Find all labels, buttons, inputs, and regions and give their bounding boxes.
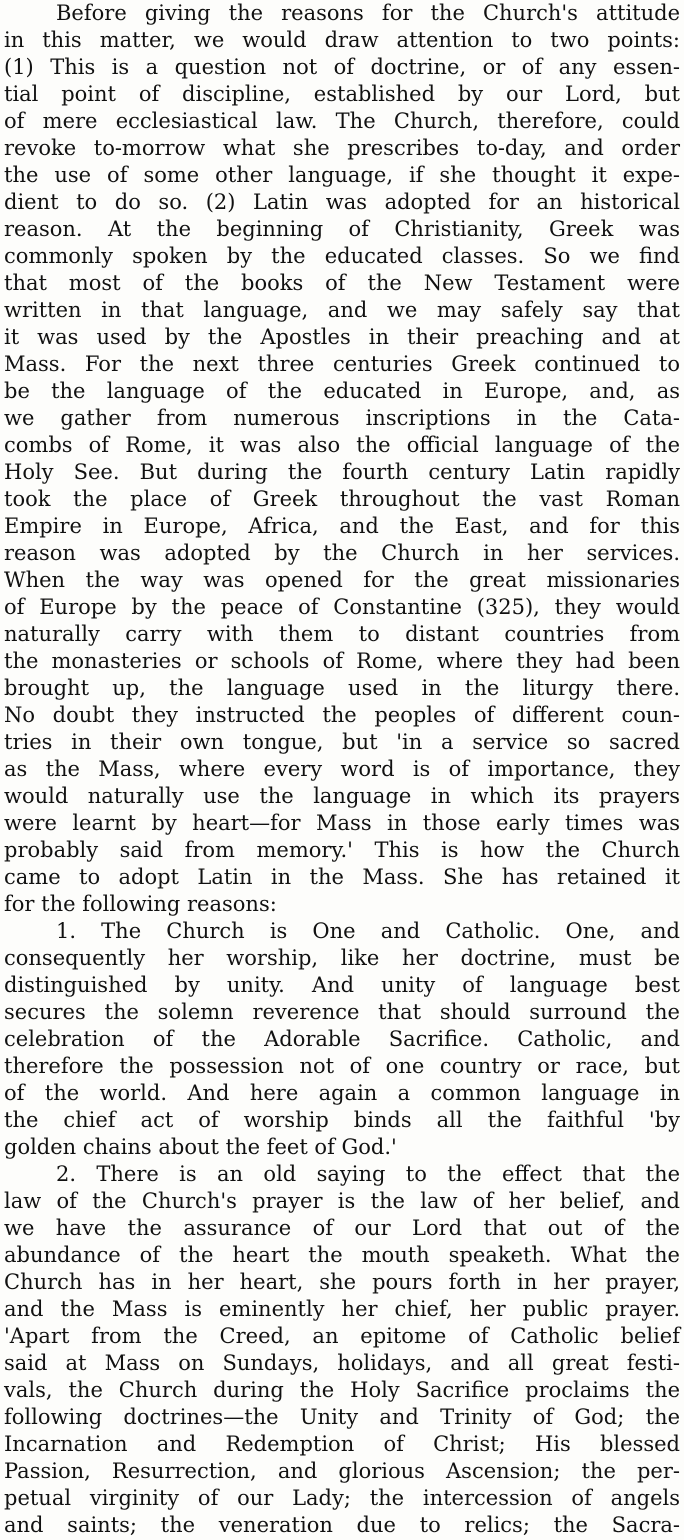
text-line: for the following reasons: (4, 892, 277, 916)
text-line: tries in their own tongue, but 'in a service so sacred (4, 730, 680, 754)
text-line: consequently her worship, like her doctrine, must be (4, 946, 680, 970)
text-line: probably said from memory.' This is how the Church (4, 838, 680, 862)
text-line: the use of some other language, if she thought it expe- (4, 163, 680, 187)
text-line: Before giving the reasons for the Church's attitude (56, 1, 680, 25)
text-line: dient to do so. (2) Latin was adopted for an historical (4, 190, 680, 214)
text-line: the monasteries or schools of Rome, where they had been (4, 649, 680, 673)
text-line: in this matter, we would draw attention to two points: (4, 28, 680, 52)
text-line: of the world. And here again a common language in (4, 1081, 680, 1105)
text-line: be the language of the educated in Europe, and, as (4, 379, 680, 403)
text-line: of mere ecclesiastical law. The Church, therefore, could (4, 109, 680, 133)
text-line: petual virginity of our Lady; the intercession of angels (4, 1486, 680, 1510)
text-line: combs of Rome, it was also the official language of the (4, 433, 680, 457)
text-line: as the Mass, where every word is of importance, they (4, 757, 680, 781)
text-line: it was used by the Apostles in their preaching and at (4, 325, 680, 349)
text-line: revoke to-morrow what she prescribes to-day, and order (4, 136, 680, 160)
text-line: Empire in Europe, Africa, and the East, and for this (4, 514, 680, 538)
text-line: celebration of the Adorable Sacrifice. Catholic, and (4, 1027, 680, 1051)
text-line: that most of the books of the New Testament were (4, 271, 680, 295)
text-line: 'Apart from the Creed, an epitome of Catholic belief (4, 1324, 680, 1348)
text-line: and saints; the veneration due to relics; the Sacra- (4, 1513, 680, 1537)
text-line: and the Mass is eminently her chief, her public prayer. (4, 1297, 680, 1321)
text-line: distinguished by unity. And unity of language best (4, 973, 680, 997)
text-line: reason was adopted by the Church in her services. (4, 541, 680, 565)
text-line: No doubt they instructed the peoples of different coun- (4, 703, 680, 727)
text-line: therefore the possession not of one country or race, but (4, 1054, 680, 1078)
text-line: tial point of discipline, established by our Lord, but (4, 82, 680, 106)
text-line: of Europe by the peace of Constantine (325), they would (4, 595, 680, 619)
text-line: written in that language, and we may safely say that (4, 298, 680, 322)
text-line: Church has in her heart, she pours forth in her prayer, (4, 1270, 680, 1294)
text-line: abundance of the heart the mouth speaketh. What the (4, 1243, 680, 1267)
text-line: Holy See. But during the fourth century Latin rapidly (4, 460, 680, 484)
text-line: the chief act of worship binds all the faithful 'by (4, 1108, 680, 1132)
text-line: following doctrines—the Unity and Trinity of God; the (4, 1405, 680, 1429)
text-line: naturally carry with them to distant countries from (4, 622, 680, 646)
text-line: came to adopt Latin in the Mass. She has retained it (4, 865, 680, 889)
text-line: brought up, the language used in the liturgy there. (4, 676, 680, 700)
text-line: reason. At the beginning of Christianity, Greek was (4, 217, 680, 241)
text-line: commonly spoken by the educated classes. So we find (4, 244, 680, 268)
text-line: Incarnation and Redemption of Christ; His blessed (4, 1432, 680, 1456)
text-line: (1) This is a question not of doctrine, or of any essen- (4, 55, 680, 79)
text-line: said at Mass on Sundays, holidays, and all great festi- (4, 1351, 680, 1375)
text-line: secures the solemn reverence that should surround the (4, 1000, 680, 1024)
text-line: When the way was opened for the great missionaries (4, 568, 680, 592)
text-line: vals, the Church during the Holy Sacrifice proclaims the (4, 1378, 680, 1402)
document-text (4, 0, 680, 1539)
text-line: 1. The Church is One and Catholic. One, and (56, 919, 680, 943)
text-line: would naturally use the language in which its prayers (4, 784, 680, 808)
text-line: golden chains about the feet of God.' (4, 1135, 397, 1159)
text-line: law of the Church's prayer is the law of her belief, and (4, 1189, 680, 1213)
text-line: we gather from numerous inscriptions in the Cata- (4, 406, 680, 430)
text-line: Mass. For the next three centuries Greek continued to (4, 352, 680, 376)
text-line: Passion, Resurrection, and glorious Ascension; the per- (4, 1459, 680, 1483)
text-line: we have the assurance of our Lord that out of the (4, 1216, 680, 1240)
text-line: 2. There is an old saying to the effect that the (56, 1162, 680, 1186)
text-line: took the place of Greek throughout the vast Roman (4, 487, 680, 511)
text-line: were learnt by heart—for Mass in those early times was (4, 811, 680, 835)
